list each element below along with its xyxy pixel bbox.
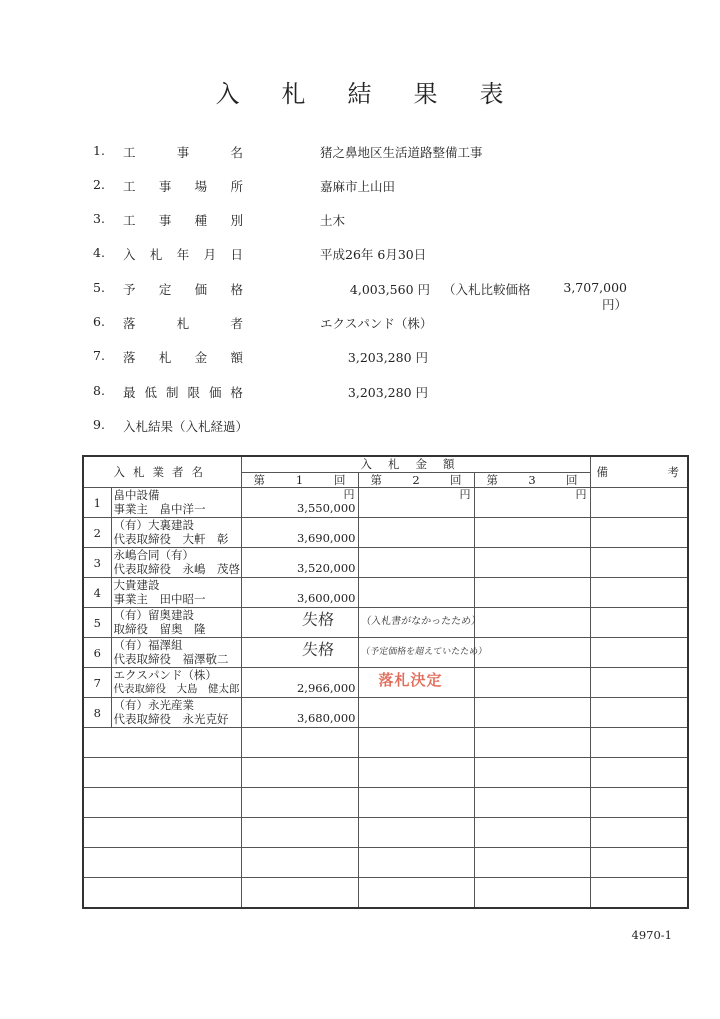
bidder-rep: 代表取締役 福澤敬二: [113, 652, 229, 666]
info-value: 平成26年 6月30日: [320, 247, 427, 262]
info-bid-date: 4. 入 札 年 月 日 平成26年 6月30日: [93, 245, 427, 262]
amount-value: 2,966,000: [296, 681, 356, 695]
bidder-company: （有）留奥建設: [113, 608, 194, 622]
empty-cell: [474, 788, 590, 818]
bidder-cell: [111, 548, 241, 578]
empty-cell: [241, 818, 358, 848]
info-result: 9. 入札結果（入札経過）: [93, 417, 249, 434]
bid-info-section: [0, 0, 720, 440]
empty-cell: [358, 818, 474, 848]
info-label: 工 事 種 別: [123, 213, 243, 228]
note-cell: [590, 578, 688, 608]
note-cell: [590, 638, 688, 668]
table-header-row: [83, 456, 688, 473]
round-1-amount: [241, 608, 358, 638]
bidder-cell: [111, 608, 241, 638]
empty-cell: [241, 788, 358, 818]
disqualified-mark: 失格: [300, 640, 335, 659]
document-number: 4970-1: [631, 928, 672, 942]
title-char: 果: [413, 80, 439, 108]
info-label: 入 札 年 月 日: [123, 247, 243, 262]
info-type: 3. 工 事 種 別 土木: [93, 211, 346, 228]
title-char: 表: [479, 80, 505, 108]
note-cell: [590, 668, 688, 698]
table-row-empty: [83, 728, 688, 758]
note-cell: [590, 548, 688, 578]
table-row: [83, 638, 688, 668]
info-construction-name: 1. 工 事 名 猪之鼻地区生活道路整備工事: [93, 143, 483, 160]
info-value: エクスパンド（株）: [320, 316, 433, 331]
info-label: 落 札 者: [123, 316, 243, 331]
empty-cell: [474, 758, 590, 788]
round-3-amount: [474, 488, 590, 518]
disqualified-mark: 失格: [300, 610, 335, 629]
amount-value: 3,600,000: [296, 591, 356, 605]
info-location: 2. 工 事 場 所 嘉麻市上山田: [93, 177, 396, 194]
bidder-cell: [111, 668, 241, 698]
table-row-empty: [83, 788, 688, 818]
note-cell: [590, 488, 688, 518]
disqualified-reason: （入札書がなかったため）: [359, 616, 482, 627]
table-row: [83, 548, 688, 578]
yen-unit: 円: [575, 488, 587, 501]
amount-value: 3,520,000: [296, 561, 356, 575]
empty-cell: [590, 788, 688, 818]
bidder-company: 永嶋合同（有）: [113, 548, 194, 562]
round-2-amount: [358, 488, 474, 518]
note-cell: [590, 698, 688, 728]
info-label: 最 低 制 限 価 格: [123, 385, 243, 400]
bid-results-table: [82, 455, 689, 909]
round-3-amount: [474, 608, 590, 638]
info-value: 4,003,560 円: [349, 282, 430, 297]
note-cell: [590, 608, 688, 638]
bidder-company: （有）永光産業: [113, 698, 194, 712]
bidder-cell: [111, 518, 241, 548]
bidder-rep: 代表取締役 永光克好: [113, 712, 229, 726]
round-2-amount: [358, 608, 482, 638]
info-value: 3,203,280 円: [347, 385, 428, 400]
empty-cell: [241, 728, 358, 758]
info-label: 工 事 場 所: [123, 179, 243, 194]
empty-cell: [474, 818, 590, 848]
row-number: 7: [83, 668, 111, 698]
round-1-amount: [241, 668, 358, 698]
info-minimum-price: 8. 最 低 制 限 価 格 3,203,280 円: [93, 383, 428, 400]
round-1-amount: [241, 548, 358, 578]
bidder-rep: 取締役 留奥 隆: [113, 622, 206, 636]
header-round-3: 第 3 回: [474, 473, 590, 488]
bidder-cell: [111, 578, 241, 608]
bidder-company: 大貴建設: [113, 578, 160, 592]
round-1-amount: [241, 638, 358, 668]
round-1-amount: [241, 698, 358, 728]
disqualified-reason: （予定価格を超えていたため）: [359, 647, 488, 657]
bidder-company: エクスパンド（株）: [113, 668, 217, 682]
bidder-cell: [111, 488, 241, 518]
round-2-amount: [358, 638, 488, 668]
round-1-amount: [241, 518, 358, 548]
bidder-company: 畠中設備: [113, 488, 160, 502]
table-row-empty: [83, 878, 688, 909]
amount-value: 3,550,000: [296, 501, 356, 515]
row-number: 4: [83, 578, 111, 608]
empty-cell: [358, 788, 474, 818]
header-amount: 入札金額: [241, 456, 590, 473]
empty-cell: [83, 728, 241, 758]
table-row-empty: [83, 758, 688, 788]
bidder-rep: 代表取締役 大軒 彰: [113, 532, 229, 546]
info-label: 予 定 価 格: [123, 282, 243, 297]
round-2-amount: [358, 668, 474, 698]
round-2-amount: [358, 698, 474, 728]
table-row: [83, 608, 688, 638]
info-label: 入札結果（入札経過）: [123, 419, 249, 434]
round-2-amount: [358, 518, 474, 548]
info-value: 猪之鼻地区生活道路整備工事: [320, 145, 483, 160]
table-row: [83, 698, 688, 728]
row-number: 3: [83, 548, 111, 578]
info-value: 土木: [320, 213, 346, 228]
yen-unit: 円: [343, 488, 355, 501]
round-3-amount: [474, 518, 590, 548]
info-value: 3,203,280 円: [347, 350, 428, 365]
title-char: 入: [215, 80, 241, 108]
info-value: 嘉麻市上山田: [320, 179, 396, 194]
empty-cell: [358, 848, 474, 878]
table-row: [83, 668, 688, 698]
round-2-amount: [358, 548, 474, 578]
empty-cell: [83, 788, 241, 818]
empty-cell: [590, 728, 688, 758]
header-round-1: 第 1 回: [241, 473, 358, 488]
title-char: 結: [347, 80, 373, 108]
info-winner: 6. 落 札 者 エクスパンド（株）: [93, 314, 433, 331]
empty-cell: [83, 818, 241, 848]
round-1-amount: [241, 578, 358, 608]
empty-cell: [83, 758, 241, 788]
table-row: [83, 578, 688, 608]
bidder-rep: 事業主 畠中洋一: [113, 502, 206, 516]
table-row-empty: [83, 848, 688, 878]
header-note: 備 考: [590, 456, 688, 488]
title-char: 札: [281, 80, 307, 108]
row-number: 8: [83, 698, 111, 728]
info-winning-amount: 7. 落 札 金 額 3,203,280 円: [93, 348, 428, 365]
round-1-amount: [241, 488, 358, 518]
row-number: 6: [83, 638, 111, 668]
empty-cell: [358, 728, 474, 758]
yen-unit: 円: [459, 488, 471, 501]
info-planned-price: 5. 予 定 価 格 4,003,560 円 （入札比較価格 3,707,000 円）: [93, 280, 627, 312]
round-3-amount: [474, 638, 590, 668]
bidder-company: （有）大裏建設: [113, 518, 194, 532]
bidder-rep: 事業主 田中昭一: [113, 592, 206, 606]
table-row: [83, 518, 688, 548]
amount-value: 3,680,000: [296, 711, 356, 725]
empty-cell: [83, 878, 241, 909]
empty-cell: [590, 878, 688, 909]
award-stamp: 落札決定: [378, 671, 443, 689]
empty-cell: [590, 758, 688, 788]
bidder-cell: [111, 698, 241, 728]
empty-cell: [590, 848, 688, 878]
empty-cell: [474, 878, 590, 909]
row-number: 2: [83, 518, 111, 548]
empty-cell: [474, 848, 590, 878]
bidder-rep: 代表取締役 大島 健太郎: [113, 683, 240, 695]
row-number: 5: [83, 608, 111, 638]
bidder-company: （有）福澤組: [113, 638, 183, 652]
amount-value: 3,690,000: [296, 531, 356, 545]
round-2-amount: [358, 578, 474, 608]
bidder-rep: 代表取締役 永嶋 茂啓: [113, 562, 240, 576]
round-3-amount: [474, 698, 590, 728]
row-number: 1: [83, 488, 111, 518]
table-row: [83, 488, 688, 518]
round-3-amount: [474, 548, 590, 578]
empty-cell: [358, 758, 474, 788]
empty-cell: [474, 728, 590, 758]
bidder-cell: [111, 638, 241, 668]
note-cell: [590, 518, 688, 548]
info-label: 落 札 金 額: [123, 350, 243, 365]
comparison-price: （入札比較価格 3,707,000 円）: [443, 280, 627, 312]
empty-cell: [590, 818, 688, 848]
header-bidder: 入札業者名: [83, 456, 241, 488]
round-3-amount: [474, 578, 590, 608]
empty-cell: [358, 878, 474, 909]
round-3-amount: [474, 668, 590, 698]
empty-cell: [241, 758, 358, 788]
empty-cell: [241, 878, 358, 909]
table-row-empty: [83, 818, 688, 848]
header-round-2: 第 2 回: [358, 473, 474, 488]
info-label: 工 事 名: [123, 145, 243, 160]
empty-cell: [83, 848, 241, 878]
empty-cell: [241, 848, 358, 878]
